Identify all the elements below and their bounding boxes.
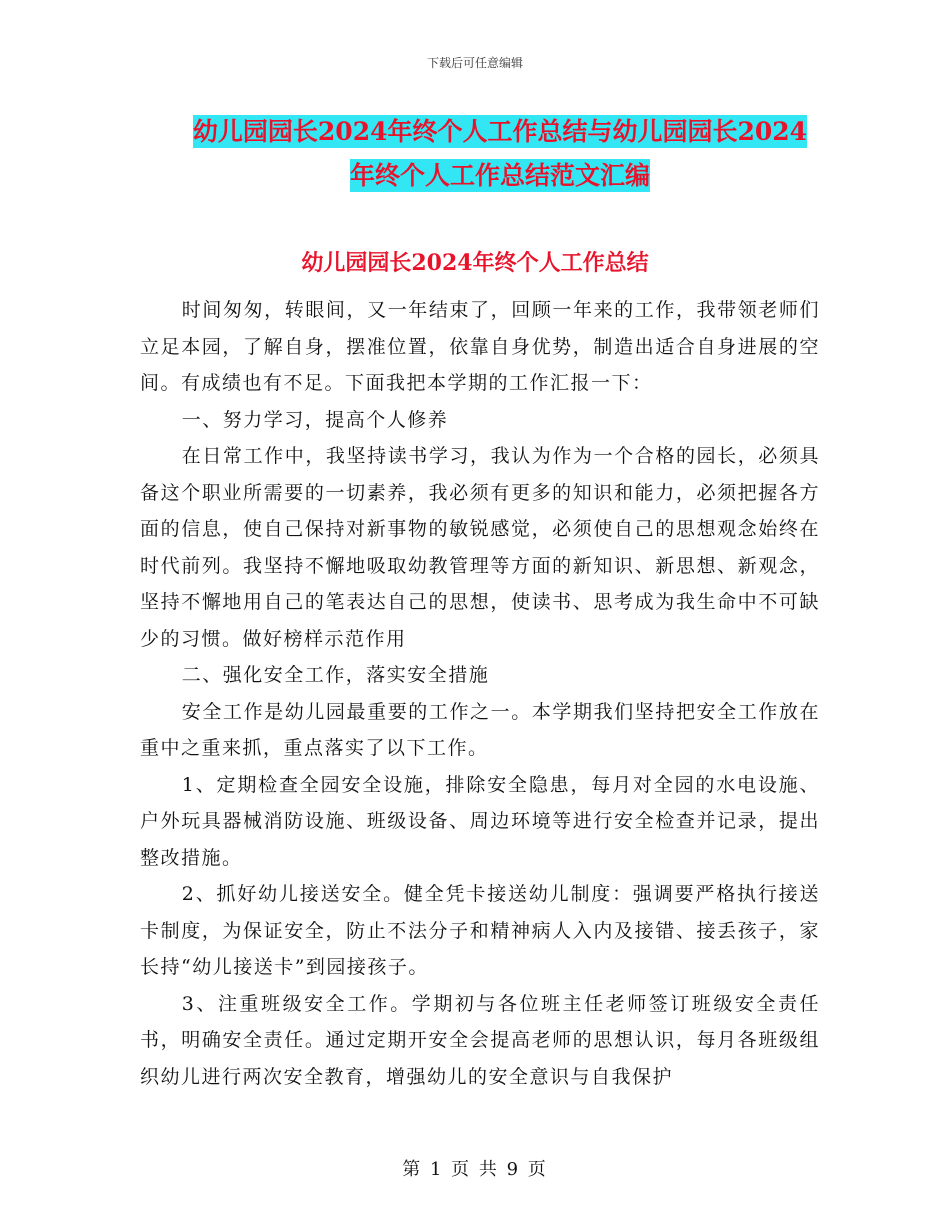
title-line-1: 幼儿园园长2024年终个人工作总结与幼儿园园长2024 (192, 117, 808, 146)
paragraph: 时间匆匆，转眼间，又一年结束了，回顾一年来的工作，我带领老师们立足本园，了解自身，摆准位置，依靠自身优势，制造出适合自身进展的空间。有成绩也有不足。下面我把本学期的工作汇报一下： (140, 299, 820, 394)
body-text (140, 292, 820, 1095)
paragraph: 1、定期检查全园安全设施，排除安全隐患，每月对全园的水电设施、户外玩具器械消防设施、班级设备、周边环境等进行安全检查并记录，提出整改措施。 (140, 773, 820, 869)
paragraph: 在日常工作中，我坚持读书学习，我认为作为一个合格的园长，必须具备这个职业所需要的一切素养，我必须有更多的知识和能力，必须把握各方面的信息，使自己保持对新事物的敏锐感觉，必须使自己的思想观念始终在时代前列。我坚持不懈地吸取幼教管理等方面的新知识、新思想、新观念，坚持不懈地用自己的笔表达自己的思想，使读书、思考成为我生命中不可缺少的习惯。做好榜样示范作用 (140, 445, 820, 650)
paragraph: 安全工作是幼儿园最重要的工作之一。本学期我们坚持把安全工作放在重中之重来抓，重点落实了以下工作。 (140, 700, 820, 759)
paragraph: 2、抓好幼儿接送安全。健全凭卡接送幼儿制度：强调要严格执行接送卡制度，为保证安全，防止不法分子和精神病人入内及接错、接丢孩子，家长持“幼儿接送卡”到园接孩子。 (140, 883, 820, 978)
page-number: 第 1 页 共 9 页 (402, 1159, 548, 1180)
paragraph-heading: 一、努力学习，提高个人修养 (181, 408, 449, 431)
paragraph-heading: 二、强化安全工作，落实安全措施 (181, 664, 490, 686)
section-title: 幼儿园园长2024年终个人工作总结 (301, 250, 649, 276)
header-note: 下载后可任意编辑 (426, 56, 523, 70)
title-line-2: 年终个人工作总结范文汇编 (349, 161, 650, 190)
paragraph: 3、注重班级安全工作。学期初与各位班主任老师签订班级安全责任书，明确安全责任。通过定期开安全会提高老师的思想认识，每月各班级组织幼儿进行两次安全教育，增强幼儿的安全意识与自我保护 (140, 992, 820, 1088)
document-title (140, 110, 860, 198)
